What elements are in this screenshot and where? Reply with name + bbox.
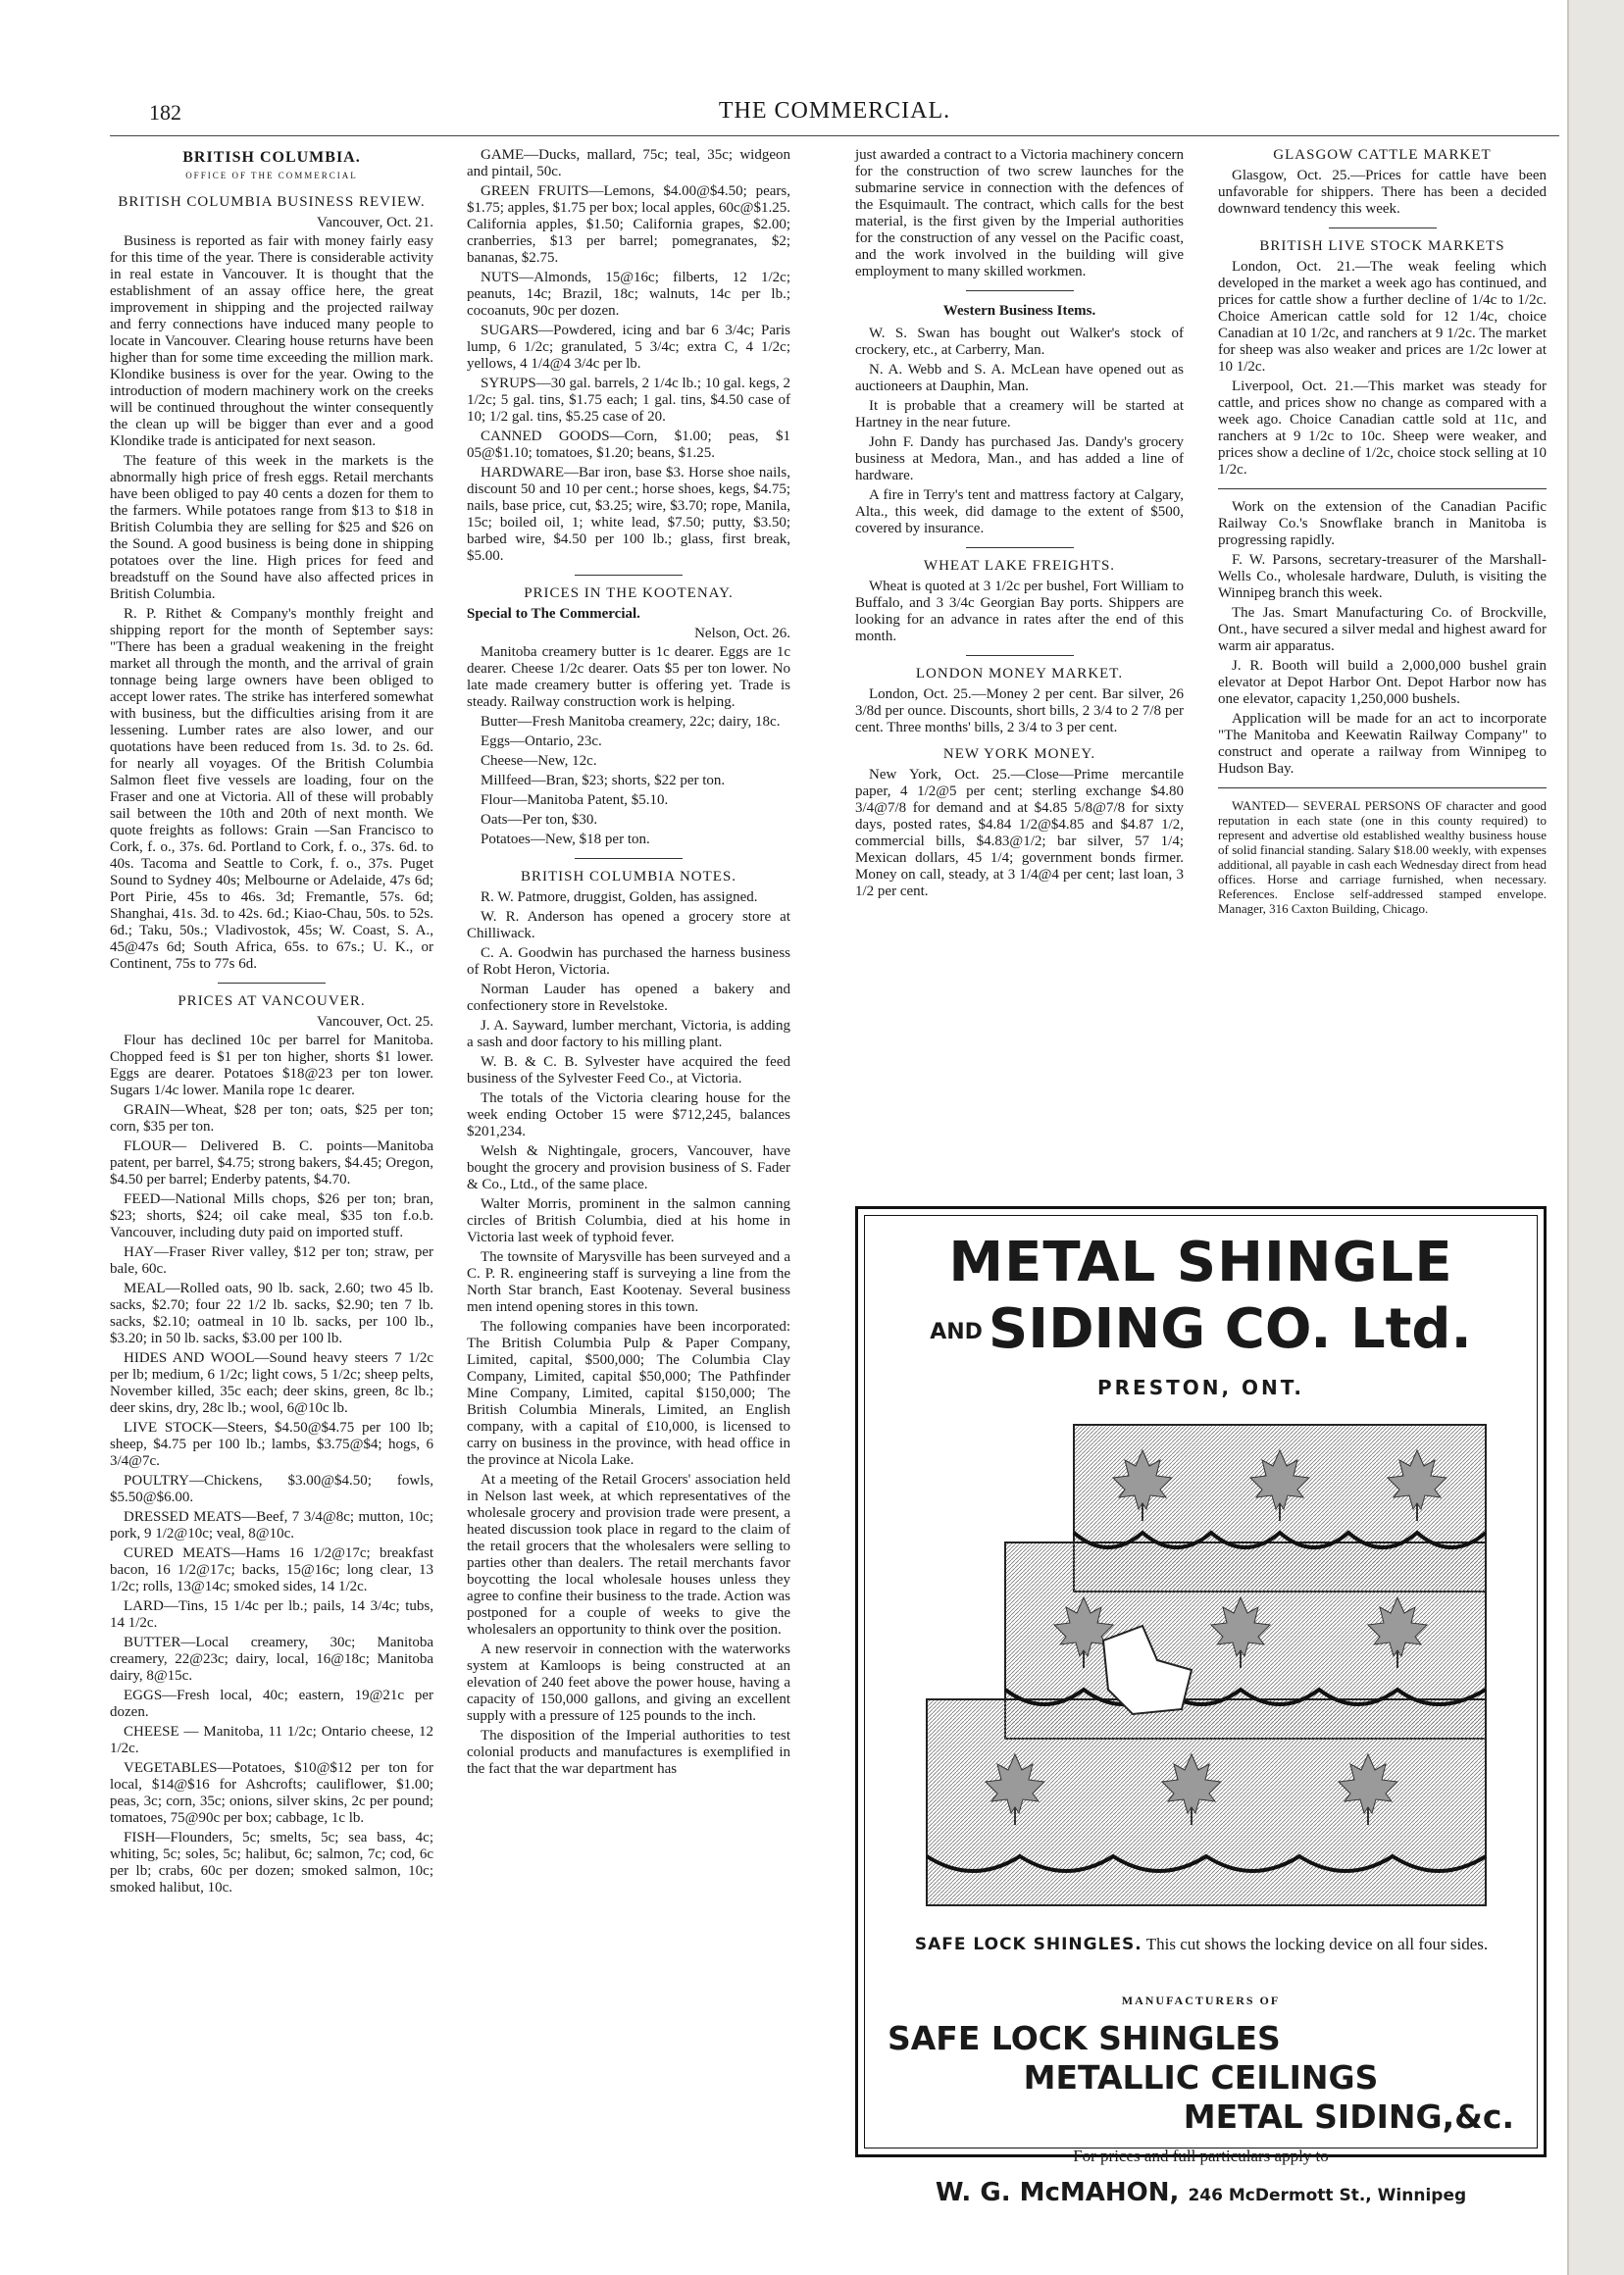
livestock-paragraph: London, Oct. 21.—The weak feeling which developed in the market a week ago has continued, and prices for cattle show a further decline of 1/4c to 1/2c. Choice American cattle sold for 12 1/4c, choice Canadian at 10 1/2c, and ranchers at 9 1/2c. The market for sheep was also weaker and prices are 1/2c lower at 10 1/2c.	[1218, 259, 1547, 375]
note-item: R. W. Patmore, druggist, Golden, has assigned.	[481, 889, 758, 905]
divider	[966, 290, 1074, 291]
glasgow-paragraph: Glasgow, Oct. 25.—Prices for cattle have been unfavorable for shippers. There has been a decided downward tendency this week.	[1218, 168, 1547, 217]
note-item: C. A. Goodwin has purchased the harness business of Robt Heron, Victoria.	[467, 945, 790, 978]
western-item: John F. Dandy has purchased Jas. Dandy's grocery business at Medora, Man., and has added a line of hardware.	[855, 434, 1184, 483]
ad-contact	[858, 2178, 1544, 2207]
divider	[575, 858, 683, 859]
price-item: MEAL—Rolled oats, 90 lb. sack, 2.60; two 45 lb. sacks, $2.70; four 22 1/2 lb. sacks, $2.90; ten 7 lb. sacks, $2.10; oatmeal in 10 lb. sacks, per 100 lb., $3.20; in 50 lb. sacks, $3.00 per 100 lb.	[110, 1281, 433, 1346]
kootenay-dateline: Nelson, Oct. 26.	[694, 626, 790, 641]
news-item: Application will be made for an act to incorporate "The Manitoba and Keewatin Railway Company" to construct and operate a railway from Winnipeg to Hudson Bay.	[1218, 711, 1547, 777]
review-paragraph: Business is reported as fair with money fairly easy for this time of the year. There is considerable activity in real estate in Vancouver. It is thought that the establishment of an assay office here, the great improvement in shipping and the projected railway and ferry connections have induced many people to locate in Vancouver. Clearing house returns have been higher than for some time exceeding the million mark. Klondike business is over for the year. Owing to the introduction of modern machinery work on the creeks will be continued throughout the winter consequently the clean up will be bigger than ever and a good Klondike trade is anticipated for next season.	[110, 233, 433, 449]
london-paragraph: London, Oct. 25.—Money 2 per cent. Bar silver, 26 3/8d per ounce. Discounts, short bills, 2 3/4 to 2 7/8 per cent. Three months' bills, 2 3/4 to 3 per cent.	[855, 686, 1184, 735]
kootenay-paragraph: Manitoba creamery butter is 1c dearer. Eggs are 1c dearer. Cheese 1/2c dearer. Oats $5 per ton lower. No late made creamery butter is offering yet. Trade is steady. Railway construction work is helping.	[467, 644, 790, 710]
price-item: CHEESE — Manitoba, 11 1/2c; Ontario cheese, 12 1/2c.	[110, 1724, 433, 1756]
ad-caption	[897, 1935, 1505, 1954]
price-item: GAME—Ducks, mallard, 75c; teal, 35c; widgeon and pintail, 50c.	[467, 147, 790, 179]
price-item: HIDES AND WOOL—Sound heavy steers 7 1/2c per lb; medium, 6 1/2c; light cows, 5 1/2c; sheep pelts, November killed, 35c each; deer skins, green, 8c lb.; deer skins, dry, 28c lb.; wool, 6@10c lb.	[110, 1350, 433, 1416]
kootenay-item: Eggs—Ontario, 23c.	[481, 733, 602, 749]
note-item: W. B. & C. B. Sylvester have acquired the feed business of the Sylvester Feed Co., at Victoria.	[467, 1054, 790, 1087]
kootenay-item: Millfeed—Bran, $23; shorts, $22 per ton.	[481, 773, 726, 788]
ny-money-title: NEW YORK MONEY.	[942, 746, 1096, 762]
page-edge	[1567, 0, 1624, 2275]
note-item: Welsh & Nightingale, grocers, Vancouver, have bought the grocery and provision business of S. Fader & Co., Ltd., of the same place.	[467, 1143, 790, 1192]
column-2	[467, 147, 790, 1781]
note-item: W. R. Anderson has opened a grocery store at Chilliwack.	[467, 909, 790, 941]
price-item: GRAIN—Wheat, $28 per ton; oats, $25 per ton; corn, $35 per ton.	[110, 1102, 433, 1135]
western-business-title: Western Business Items.	[942, 303, 1096, 319]
review-paragraph: R. P. Rithet & Company's monthly freight and shipping report for the month of September says: "There has been a gradual weakening in the freight market all through the month, and the arrival of grain tonnage being large owners have been obliged to accept lower rates. The strike has interfered somewhat with business, but the difficulties arising from it are lessening. Lumber rates are also lower, and our quotations have been reduced from 1s. 3d. to 2s. 6d. for nearly all voyages. Of the British Columbia Salmon fleet five vessels are loading, four on the Fraser and one at Victoria. All of these will probably sail between the 10th and 20th of next month. We quote freights as follows: Grain —San Francisco to Cork, f. o., 37s. 6d. Portland to Cork, f. o., 37s. 6d. to 40s. Tacoma and Seattle to Cork, f. o., 37s. Puget Sound to Sydney 40s; Melbourne or Adelaide, 47s 6d; Port Pirie, 45s to 46s. 3d; Fremantle, 57s. 6d; Shanghai, 41s. 3d. to 42s. 6d.; Kiao-Chau, 50s. to 52s. 6d.; Taku, 50s.; Vladivostok, 45s; W. Coast, S. A., 45@47s 6d; South Africa, 65s. to 67s.; U. K., or Continent, 75s to 77s 6d.	[110, 606, 433, 972]
price-item: CANNED GOODS—Corn, $1.00; peas, $1 05@$1.10; tomatoes, $1.20; beans, $1.25.	[467, 429, 790, 461]
western-item: A fire in Terry's tent and mattress factory at Calgary, Alta., this week, did damage to the extent of $500, covered by insurance.	[855, 487, 1184, 536]
note-item: J. A. Sayward, lumber merchant, Victoria, is adding a sash and door factory to his milling plant.	[467, 1018, 790, 1050]
kootenay-item: Butter—Fresh Manitoba creamery, 22c; dairy, 18c.	[481, 714, 781, 730]
ad-caption-text: This cut shows the locking device on all four sides.	[1145, 1935, 1489, 1953]
ad-contact-name: W. G. McMAHON,	[935, 2178, 1180, 2207]
ad-contact-address: 246 McDermott St., Winnipeg	[1188, 2186, 1467, 2205]
note-item: The disposition of the Imperial authorities to test colonial products and manufactures is exemplified in the fact that the war department has	[467, 1728, 790, 1777]
section-subtitle: OFFICE OF THE COMMERCIAL	[185, 171, 358, 180]
livestock-paragraph: Liverpool, Oct. 21.—This market was steady for cattle, and prices show no change as compared with a week ago. Choice Canadian cattle sold at 11c, and ranchers at 9 1/2c to 10c. Sheep were weaker, and prices show a decline of 1/2c, choice stock selling at 10 1/2c.	[1218, 379, 1547, 478]
divider	[575, 575, 683, 576]
note-item: The following companies have been incorporated: The British Columbia Pulp & Paper Company, Limited, capital, $500,000; The Columbia Clay Company, Limited, capital $50,000; The Pathfinder Mine Company, Limited, capital $150,000; The British Columbia Minerals, Limited, an English company, with a capital of £10,000, is licensed to carry on business in the province, with head office in the province at Nicola Lake.	[467, 1319, 790, 1468]
british-livestock-title: BRITISH LIVE STOCK MARKETS	[1259, 238, 1505, 254]
ad-product-line2: METALLIC CEILINGS	[1023, 2058, 1379, 2097]
note-item: Norman Lauder has opened a bakery and confectionery store in Revelstoke.	[467, 982, 790, 1014]
ad-product-line3: METAL SIDING,&c.	[1183, 2098, 1514, 2136]
divider	[1218, 488, 1547, 489]
section-title-british-columbia: BRITISH COLUMBIA.	[182, 149, 361, 166]
price-item: FEED—National Mills chops, $26 per ton; bran, $23; shorts, $24; oil cake meal, $35 ton f.o.b. Vancouver, including duty paid on imported stuff.	[110, 1191, 433, 1240]
price-item: DRESSED MEATS—Beef, 7 3/4@8c; mutton, 10c; pork, 9 1/2@10c; veal, 8@10c.	[110, 1509, 433, 1542]
review-paragraph: The feature of this week in the markets is the abnormally high price of fresh eggs. Retail merchants have been obliged to pay 40 cents a dozen for them to the farmers. While potatoes range from $13 to $18 in British Columbia they are selling for $25 and $26 on the Sound. A good business is being done in shipping potatoes over the line. High prices for feed and breadstuff on the Sound have also affected prices in British Columbia.	[110, 453, 433, 602]
ad-and-word: AND	[930, 1320, 983, 1345]
news-item: J. R. Booth will build a 2,000,000 bushel grain elevator at Depot Harbor Ont. Depot Harbor now has one elevator, capacity 1,250,000 bushels.	[1218, 658, 1547, 707]
kootenay-item: Oats—Per ton, $30.	[481, 812, 598, 828]
kootenay-item: Flour—Manitoba Patent, $5.10.	[481, 792, 669, 808]
metal-shingle-advertisement	[855, 1206, 1547, 2207]
price-item: SUGARS—Powdered, icing and bar 6 3/4c; Paris lump, 6 1/2c; granulated, 5 3/4c; extra C, 4 1/2c; yellows, 4 1/4@4 3/4c per lb.	[467, 323, 790, 372]
kootenay-item: Cheese—New, 12c.	[481, 753, 597, 769]
price-item: FISH—Flounders, 5c; smelts, 5c; sea bass, 4c; whiting, 5c; soles, 5c; halibut, 6c; salmon, 7c; cod, 6c per lb; crabs, 60c per dozen; smoked salmon, 10c; smoked halibut, 10c.	[110, 1830, 433, 1896]
note-item: At a meeting of the Retail Grocers' association held in Nelson last week, at which representatives of the wholesale grocery and provision trade were present, a heated discussion took place in regard to the claim of the retail grocers that the wholesalers were selling to parties other than dealers. The retail merchants favor boycotting the local wholesale houses unless they agree to confine their business to the trade. Action was postponed for a couple of weeks to give the wholesalers an opportunity to think over the position.	[467, 1472, 790, 1638]
note-item: The townsite of Marysville has been surveyed and a C. P. R. engineering staff is surveying a line from the North Star branch, East Kootenay. Several business men intend opening stores in this town.	[467, 1249, 790, 1315]
western-item: N. A. Webb and S. A. McLean have opened out as auctioneers at Dauphin, Man.	[855, 362, 1184, 394]
price-item: POULTRY—Chickens, $3.00@$4.50; fowls, $5.50@$6.00.	[110, 1473, 433, 1505]
note-item: A new reservoir in connection with the waterworks system at Kamloops is being constructed at an elevation of 240 feet above the power house, having a capacity of 150,000 gallons, and giving an excellent supply with a pressure of 125 pounds to the inch.	[467, 1642, 790, 1724]
running-title: THE COMMERCIAL.	[718, 98, 951, 124]
prices-paragraph: Flour has declined 10c per barrel for Manitoba. Chopped feed is $1 per ton higher, shorts $1 lower. Eggs are dearer. Potatoes $18@23 per ton lower. Sugars 1/4c lower. Manila rope 1c dearer.	[110, 1033, 433, 1098]
note-item: Walter Morris, prominent in the salmon canning circles of British Columbia, died at his home in Victoria last week of typhoid fever.	[467, 1196, 790, 1245]
ad-city: PRESTON, ONT.	[1096, 1376, 1304, 1399]
bc-notes-title: BRITISH COLUMBIA NOTES.	[520, 869, 737, 885]
column-3	[855, 147, 1184, 903]
price-item: LIVE STOCK—Steers, $4.50@$4.75 per 100 lb; sheep, $4.75 per 100 lb.; lambs, $3.75@$4; hogs, 6 3/4@7c.	[110, 1420, 433, 1469]
price-item: LARD—Tins, 15 1/4c per lb.; pails, 14 3/4c; tubs, 14 1/2c.	[110, 1598, 433, 1631]
glasgow-title: GLASGOW CATTLE MARKET	[1273, 147, 1492, 163]
news-item: Work on the extension of the Canadian Pacific Railway Co.'s Snowflake branch in Manitoba is progressing rapidly.	[1218, 499, 1547, 548]
review-dateline: Vancouver, Oct. 21.	[317, 215, 433, 230]
ad-company-title-line1: METAL SHINGLE	[948, 1231, 1453, 1294]
ad-manufacturers-label: MANUFACTURERS OF	[1121, 1994, 1281, 2007]
western-item: W. S. Swan has bought out Walker's stock of crockery, etc., at Carberry, Man.	[855, 326, 1184, 358]
page-number: 182	[149, 100, 181, 125]
wheat-paragraph: Wheat is quoted at 3 1/2c per bushel, Fort William to Buffalo, and 3 3/4c Georgian Bay ports. Shippers are looking for an advance in rates after the end of this month.	[855, 579, 1184, 644]
kootenay-item: Potatoes—New, $18 per ton.	[481, 832, 650, 847]
ad-company-title-rest: SIDING CO. Ltd.	[988, 1297, 1472, 1361]
price-item: GREEN FRUITS—Lemons, $4.00@$4.50; pears, $1.75; apples, $1.75 per box; local apples, 60c@$1.25. California apples, $1.50; California grapes, $2.00; cranberries, $13 per barrel; pomegranates, $2; bananas, $2.75.	[467, 183, 790, 266]
ny-paragraph: New York, Oct. 25.—Close—Prime mercantile paper, 4 1/2@5 per cent; sterling exchange $4.80 3/4@7/8 for demand and at $4.85 5/8@7/8 for sixty days, posted rates, $4.84 1/2@$4.85 and $4.87 1/2, commercial bills, $4.83@1/2; bar silver, 57 1/4; Mexican dollars, 45 1/4; government bonds firmer. Money on call, steady, at 3 1/4@4 per cent; last loan, 3 1/2 per cent.	[855, 767, 1184, 899]
price-item: HARDWARE—Bar iron, base $3. Horse shoe nails, discount 50 and 10 per cent.; horse shoes, kegs, $4.75; nails, base price, cut, $3.25; wire, $3.70; rope, Manila, 15c; boiled oil, 1; white lead, $7.50; putty, $3.50; barbed wire, $4.50 per 100 lb.; glass, first break, $5.00.	[467, 465, 790, 564]
wheat-freights-title: WHEAT LAKE FREIGHTS.	[923, 558, 1116, 574]
column-4	[1218, 147, 1547, 919]
price-item: HAY—Fraser River valley, $12 per ton; straw, per bale, 60c.	[110, 1244, 433, 1277]
prices-dateline: Vancouver, Oct. 25.	[317, 1014, 433, 1030]
header-rule	[110, 135, 1559, 136]
price-item: NUTS—Almonds, 15@16c; filberts, 12 1/2c; peanuts, 14c; Brazil, 18c; walnuts, 14c per lb.; cocoanuts, 90c per dozen.	[467, 270, 790, 319]
kootenay-title: PRICES IN THE KOOTENAY.	[524, 585, 734, 601]
divider	[966, 547, 1074, 548]
news-item: The Jas. Smart Manufacturing Co. of Brockville, Ont., have secured a silver medal and highest award for warm air apparatus.	[1218, 605, 1547, 654]
newspaper-page	[110, 88, 1559, 2246]
continued-paragraph: just awarded a contract to a Victoria machinery concern for the construction of two screw launches for the submarine service in connection with the defences of the Esquimault. The contract, which calls for the best material, is the first given by the Imperial authorities for the construction of any vessel on the Pacific coast, and the work involved in the building will give employment to many skilled workmen.	[855, 147, 1184, 279]
ad-caption-bold: SAFE LOCK SHINGLES.	[914, 1935, 1142, 1954]
ad-product-line1: SAFE LOCK SHINGLES	[888, 2019, 1281, 2057]
london-money-title: LONDON MONEY MARKET.	[915, 666, 1124, 682]
ad-prices-note: For prices and full particulars apply to	[1073, 2147, 1329, 2165]
prices-vancouver-title: PRICES AT VANCOUVER.	[178, 993, 366, 1009]
price-item: SYRUPS—30 gal. barrels, 2 1/4c lb.; 10 gal. kegs, 2 1/2c; 5 gal. tins, $1.75 each; 1 gal. tins, $4.50 case of 10; 1/2 gal. tins, $5.25 case of 20.	[467, 376, 790, 425]
review-title: BRITISH COLUMBIA BUSINESS REVIEW.	[118, 194, 426, 210]
news-item: F. W. Parsons, secretary-treasurer of the Marshall-Wells Co., wholesale hardware, Duluth, is visiting the Winnipeg branch this week.	[1218, 552, 1547, 601]
note-item: The totals of the Victoria clearing house for the week ending October 15 were $712,245, balances $201,234.	[467, 1090, 790, 1139]
shingle-illustration	[897, 1415, 1496, 1915]
western-item: It is probable that a creamery will be started at Hartney in the near future.	[855, 398, 1184, 430]
price-item: VEGETABLES—Potatoes, $10@$12 per ton for local, $14@$16 for Ashcrofts; cauliflower, $1.00; peas, 3c; corn, 35c; onions, silver skins, 2c per pound; tomatoes, 75@90c per box; cabbage, 1c lb.	[110, 1760, 433, 1826]
kootenay-special: Special to The Commercial.	[467, 606, 640, 622]
price-item: EGGS—Fresh local, 40c; eastern, 19@21c per dozen.	[110, 1688, 433, 1720]
divider	[1218, 787, 1547, 788]
ad-company-title-line2	[858, 1297, 1544, 1361]
column-1	[110, 147, 433, 1899]
wanted-advertisement: WANTED— SEVERAL PERSONS OF character and good reputation in each state (one in this county required) to represent and advertise old established wealthy business house of solid financial standing. Salary $18.00 weekly, with expenses additional, all payable in cash each Wednesday direct from head offices. Horse and carriage furnished, when necessary. References. Enclose self-addressed stamped envelope. Manager, 316 Caxton Building, Chicago.	[1218, 798, 1547, 916]
divider	[218, 983, 326, 984]
price-item: BUTTER—Local creamery, 30c; Manitoba creamery, 22@23c; dairy, local, 16@18c; Manitoba dairy, 8@15c.	[110, 1635, 433, 1684]
divider	[966, 655, 1074, 656]
price-item: CURED MEATS—Hams 16 1/2@17c; breakfast bacon, 16 1/2@17c; backs, 15@16c; long clear, 13 1/2c; rolls, 13@14c; smoked sides, 14 1/2c.	[110, 1545, 433, 1594]
price-item: FLOUR— Delivered B. C. points—Manitoba patent, per barrel, $4.75; strong bakers, $4.45; Oregon, $4.50 per barrel; Enderby patents, $4.70.	[110, 1138, 433, 1188]
